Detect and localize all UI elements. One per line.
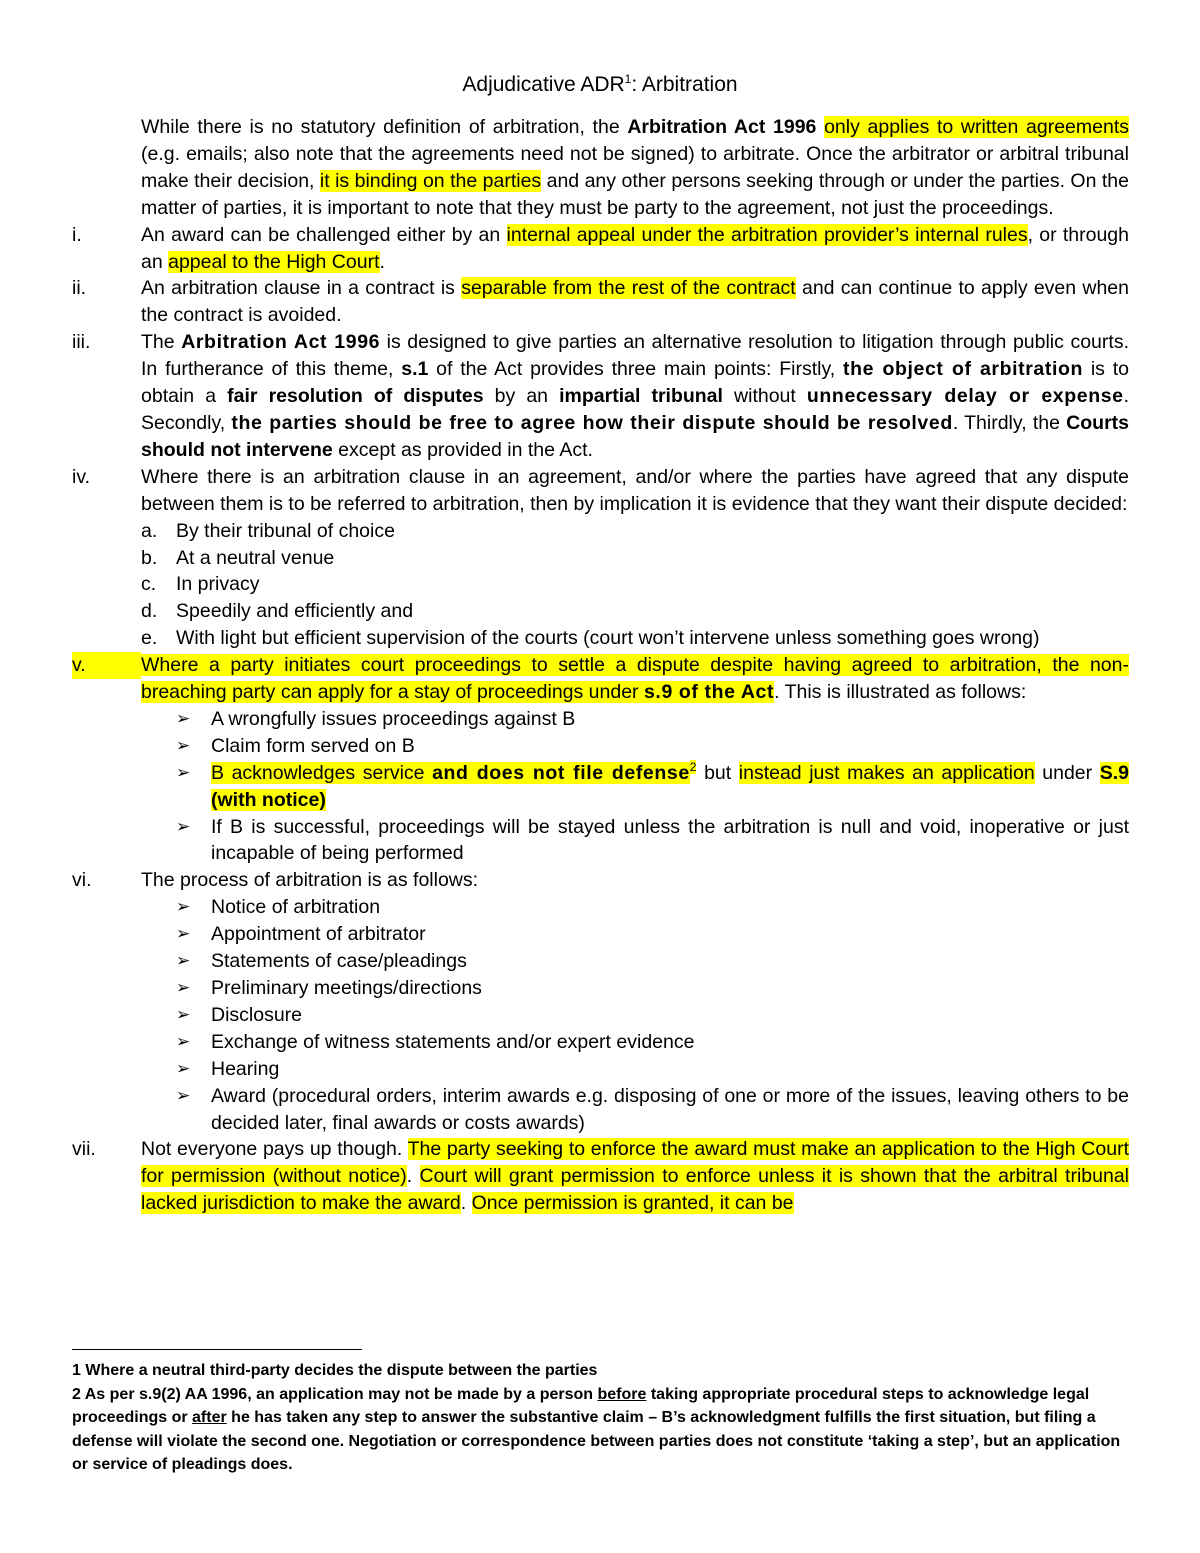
arrow-bullet-icon: ➢ — [176, 1085, 191, 1106]
bullet-item: ➢ Award (procedural orders, interim awards e.g. disposing of one or more of the issues, leaving others to be decided later, final awards or costs awards) — [176, 1084, 1129, 1134]
sub-item: d. Speedily and efficiently and — [141, 600, 414, 623]
footnote-2: 2 As per s.9(2) AA 1996, an application may not be made by a person before taking appropriate procedural steps to acknowledge legal proceedings or after he has taken any step to answer the substantive claim – B’s acknowledgment fulfills the first situation, but filing a defense will violate the second one. Negotiation or correspondence between parties does not constitute ‘taking a step’, but an application or service of pleadings does. — [72, 1385, 1121, 1473]
bullet-item: ➢ B acknowledges service and does not file defense$^2$ but instead just makes an application under S.9 (with notice) — [176, 760, 1129, 811]
sub-item: b. At a neutral venue — [141, 546, 335, 569]
bullet-item: ➢ Hearing — [0, 1056, 1200, 1083]
bullet-item: ➢ If B is successful, proceedings will be stayed unless the arbitration is null and void, inoperative or just incapable of being performed — [176, 815, 1129, 865]
sub-item: a. By their tribunal of choice — [141, 519, 395, 542]
page-title — [0, 71, 1200, 99]
bullet-item: ➢ Notice of arbitration — [0, 894, 1200, 921]
arrow-bullet-icon: ➢ — [176, 897, 191, 918]
list-marker: ii. — [72, 277, 87, 300]
bullet-item: ➢ Appointment of arbitrator — [0, 921, 1200, 948]
title-text-rest: : Arbitration — [631, 73, 738, 96]
list-marker: v. — [72, 652, 141, 679]
title-footnote-ref: 1 — [624, 72, 632, 86]
footnotes — [72, 1359, 1128, 1477]
list-marker: vi. — [72, 869, 92, 892]
bullet-item: ➢ Exchange of witness statements and/or expert evidence — [0, 1029, 1200, 1056]
arrow-bullet-icon: ➢ — [176, 1031, 191, 1052]
bullet-item: ➢ A wrongfully issues proceedings against B — [0, 706, 1200, 733]
sub-item: c. In privacy — [141, 573, 260, 596]
arrow-bullet-icon: ➢ — [176, 951, 191, 972]
bullet-item: ➢ Disclosure — [0, 1002, 1200, 1029]
document-body — [0, 114, 1200, 1217]
list-marker: vii. — [72, 1138, 96, 1161]
arrow-bullet-icon: ➢ — [176, 1004, 191, 1025]
footnote-ref: 2 — [689, 760, 697, 775]
arrow-bullet-icon: ➢ — [176, 978, 191, 998]
list-item-vi: vi. The process of arbitration is as follows: — [0, 867, 1200, 894]
title-text: Adjudicative ADR — [462, 73, 625, 96]
bullet-item: ➢ Preliminary meetings/directions — [0, 975, 1200, 1002]
footnote-separator — [72, 1349, 362, 1350]
bullet-item: ➢ Claim form served on B — [0, 733, 1200, 760]
list-item-iv: iv. Where there is an arbitration clause in an agreement, and/or where the parties have agreed that any dispute between them is to be referred to arbitration, then by implication it is evidence that they want their dispute decided: — [72, 465, 1129, 515]
arrow-bullet-icon: ➢ — [176, 735, 191, 756]
arrow-bullet-icon: ➢ — [176, 1058, 191, 1079]
sub-item: e. With light but efficient supervision of the courts (court won’t intervene unless something goes wrong) — [141, 627, 1040, 650]
intro-paragraph: While there is no statutory definition of arbitration, the Arbitration Act 1996 only applies to written agreements (e.g. emails; also note that the agreements need not be signed) to arbitrate. Once the arbitrator or arbitral tribunal make their decision, it is binding on the parties and any other persons seeking through or under the parties. On the matter of parties, it is important to note that they must be party to the agreement, not just the proceedings. — [141, 116, 1129, 219]
list-item-vii: vii. Not everyone pays up though. The party seeking to enforce the award must make an application to the High Court for permission (without notice). Court will grant permission to enforce unless it is shown that the arbitral tribunal lacked jurisdiction to make the award. Once permission is granted, it can be — [72, 1138, 1129, 1215]
list-item-v: v. Where a party initiates court proceedings to settle a dispute despite having agreed to arbitration, the non-breaching party can apply for a stay of proceedings under s.9 of the Act. This is illustrated as follows: — [72, 654, 1129, 704]
arrow-bullet-icon: ➢ — [176, 708, 191, 729]
list-item-iii: iii. The Arbitration Act 1996 is designed to give parties an alternative resolution to litigation through public courts. In furtherance of this theme, s.1 of the Act provides three main points: Firstly, the object of arbitration is to obtain a fair resolution of disputes by an impartial tribunal without unnecessary delay or expense. Secondly, the parties should be free to agree how their dispute should be resolved. Thirdly, the Courts should not intervene except as provided in the Act. — [72, 331, 1130, 461]
arrow-bullet-icon: ➢ — [176, 924, 191, 945]
footnote-1: 1 Where a neutral third-party decides the dispute between the parties — [72, 1362, 598, 1379]
list-marker: iii. — [72, 331, 91, 354]
list-marker: iv. — [72, 465, 91, 488]
bullet-item: ➢ Statements of case/pleadings — [0, 948, 1200, 975]
arrow-bullet-icon: ➢ — [176, 816, 191, 837]
list-marker: i. — [72, 223, 82, 246]
list-item-i: i. An award can be challenged either by an internal appeal under the arbitration provider’s internal rules, or through an appeal to the High Court. — [72, 223, 1129, 273]
arrow-bullet-icon: ➢ — [176, 762, 191, 783]
list-item-ii: ii. An arbitration clause in a contract is separable from the rest of the contract and can continue to apply even when the contract is avoided. — [72, 277, 1129, 327]
